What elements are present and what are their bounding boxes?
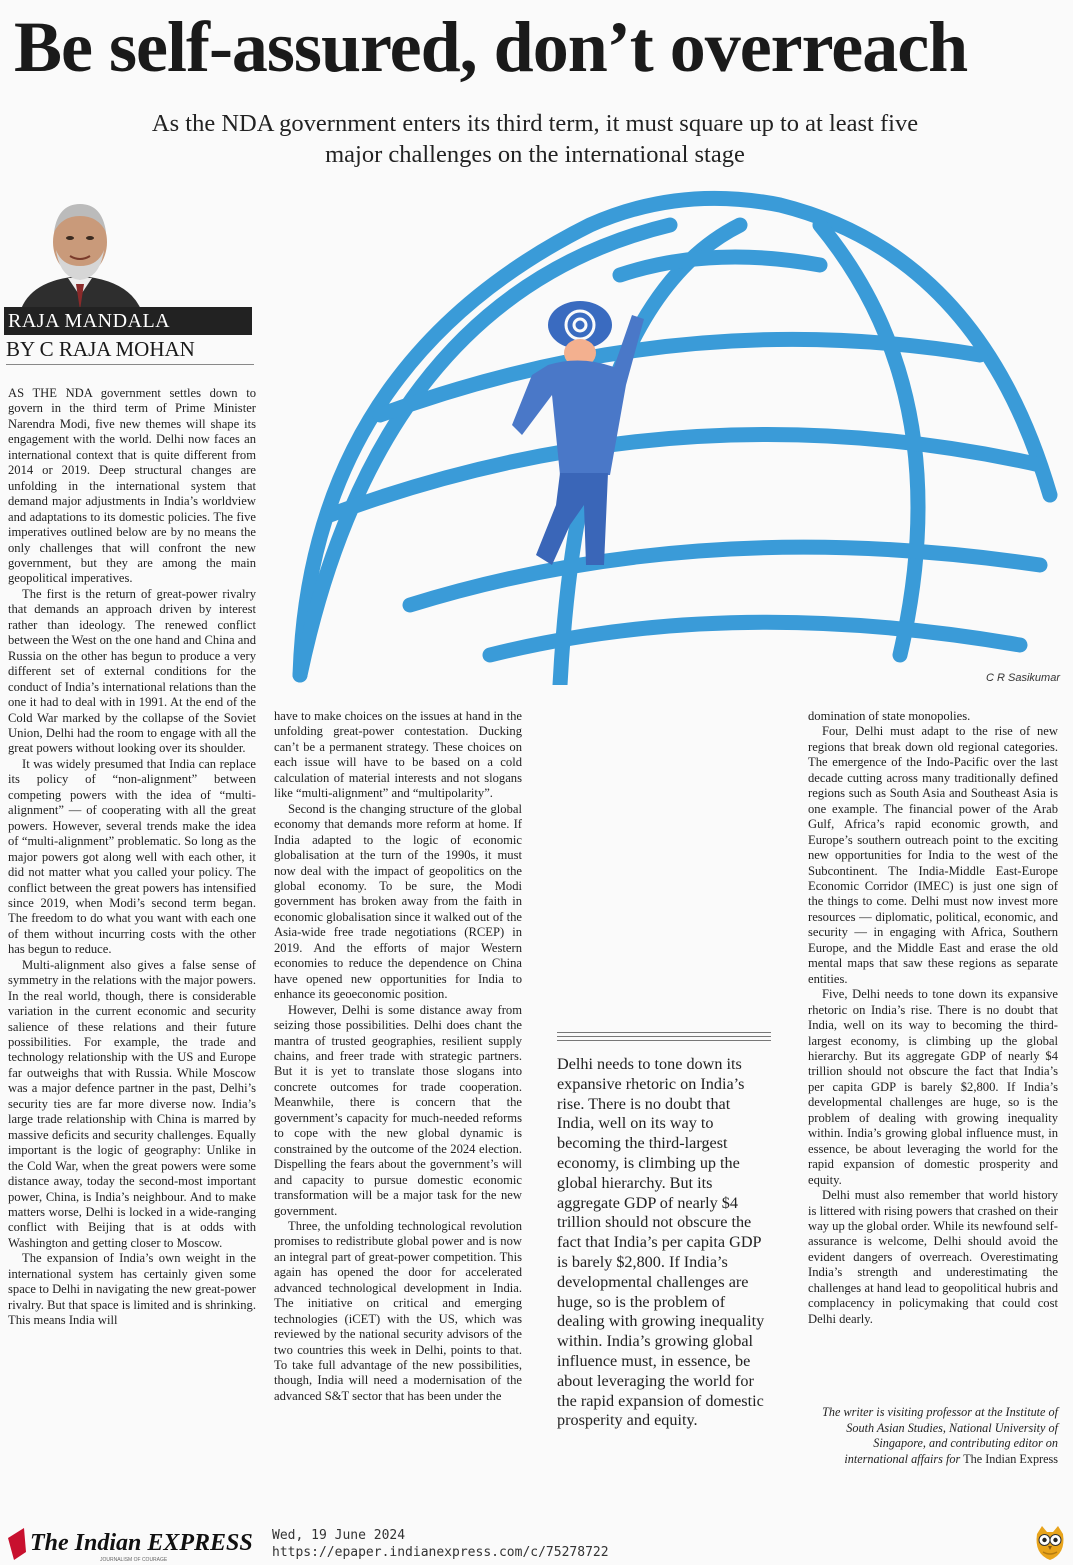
- paragraph: The expansion of India’s own weight in the international system has certainly given some space to Delhi in navigating the new great-power rivalry. But that space is limited and is shrinking. This means India will: [8, 1251, 256, 1328]
- article-column-1: [8, 386, 256, 1329]
- paragraph: Delhi must also remember that world history is littered with rising powers that crashed on their way up the global order. While its newfound self-assurance is welcome, Delhi should avoid the evident dangers of overreach. Overestimating India’s strength and underestimating the challenges at hand lead to geopolitical hubris and complacency in policymaking that could cost Delhi dearly.: [808, 1188, 1058, 1326]
- author-note-publication: The Indian Express: [963, 1451, 1058, 1466]
- globe-illustration: [260, 185, 1060, 685]
- paragraph: Four, Delhi must adapt to the rise of new regions that break down old regional categories. The emergence of the Indo-Pacific over the last decade cutting across many traditionally defined regions such as South Asia and Southeast Asia is one example. The financial power of the Arab Gulf, Africa’s rapid economic growth, and Europe’s southern outreach point to the exciting new opportunities for India to the west of the Subcontinent. The India-Middle East-Europe Economic Corridor (IMEC) is just one sign of the things to come. Delhi must now invest more resources — diplomatic, political, economic, and security — in engaging with Africa, Southern Europe, and the Middle East and erase the old mental maps that saw these regions as separate entities.: [808, 724, 1058, 986]
- pullquote-rule: [557, 1032, 771, 1033]
- illustration-credit: C R Sasikumar: [986, 672, 1060, 684]
- byline: BY C RAJA MOHAN: [6, 336, 254, 365]
- edition-url[interactable]: https://epaper.indianexpress.com/c/75278722: [272, 1545, 609, 1560]
- paragraph: Second is the changing structure of the global economy that demands more reform at home. If India adapted to the logic of economic globalisation at the turn of the 1990s, it must now deal with the impact of geopolitics on the global economy. To be sure, the Modi government has broken away from the faith in economic globalisation since it walked out of the Asia-wide free trade negotiations (RCEP) in 2019. And the efforts of major Western economies to reduce the dependence on China have opened new opportunities for India to enhance its geoeconomic position.: [274, 801, 522, 1002]
- author-note: [808, 1405, 1058, 1467]
- paragraph: However, Delhi is some distance away from seizing those possibilities. Delhi does chant the mantra of trusted geographies, resilient supply chains, and freer trade with strategic partners. But it is yet to translate those slogans into concrete outcomes for trade cooperation. Meanwhile, there is concern that the government’s capacity for much-needed reforms to cope with the new global dynamic is constrained by the outcome of the 2024 election. Dispelling the fears about the government’s will and capacity to pursue domestic economic transformation will be a major task for the new government.: [274, 1002, 522, 1218]
- pullquote: Delhi needs to tone down its expansive rhetoric on India’s rise. There is no doubt that India, well on its way to becoming the third-largest economy, is climbing up the global hierarchy. But its aggregate GDP of nearly $4 trillion should not obscure the fact that India’s per capita GDP is barely $2,800. If India’s developmental challenges are huge, so is the problem of dealing with growing inequality within. India’s growing global influence must, in essence, be about leveraging the world for the rapid expansion of domestic prosperity and equity.: [557, 1055, 765, 1430]
- author-portrait: [10, 192, 150, 312]
- owl-mascot-icon: [1034, 1524, 1066, 1562]
- logo-text: The Indian EXPRESS: [30, 1530, 253, 1556]
- headline: Be self-assured, don’t overreach: [14, 7, 968, 87]
- article-column-2: [274, 709, 522, 1404]
- paragraph: have to make choices on the issues at hand in the unfolding great-power contestation. Ducking can’t be a permanent strategy. These choices on each issue will have to be based on a cold calculation of material interests and not slogans like “multi-alignment” and “multipolarity”.: [274, 709, 522, 801]
- paragraph: Five, Delhi needs to tone down its expansive rhetoric on India’s rise. There is no doubt that India, well on its way to becoming the third-largest economy, is climbing up the global hierarchy. But its aggregate GDP of nearly $4 trillion should not obscure the fact that India’s per capita GDP is barely $2,800. If India’s developmental challenges are huge, so is the problem of dealing with growing inequality within. India’s growing global influence must, in essence, be about leveraging the world for the rapid expansion of domestic prosperity and equity.: [808, 987, 1058, 1187]
- pullquote-box: [557, 1032, 771, 1431]
- deck: As the NDA government enters its third term, it must square up to at least five major challenges on the international stage: [151, 110, 919, 168]
- paragraph: AS THE NDA government settles down to govern in the third term of Prime Minister Narendra Modi, five new themes will shape its engagement with the world. Delhi now faces an international context that is quite different from 2014 or 2019. Deep structural changes are unfolding in the international system that demand major adjustments in India’s worldview and adaptations to its domestic policies. The five imperatives outlined below are by no means the only challenges that will confront the new government, but they are among the main geopolitical imperatives.: [8, 386, 256, 586]
- column-name: RAJA MANDALA: [4, 307, 252, 335]
- article-column-3: [808, 709, 1058, 1327]
- author-note-text: The writer is visiting professor at the Institute of South Asian Studies, National University of Singapore, and contributing editor on international affairs for: [822, 1405, 1058, 1466]
- pullquote-rule: [557, 1036, 771, 1037]
- edition-date: Wed, 19 June 2024: [272, 1528, 406, 1543]
- paragraph: Three, the unfolding technological revolution promises to redistribute global power and is now an integral part of great-power competition. This again has opened the door for accelerated advanced technological development in India. The initiative on critical and emerging technologies (iCET) with the US, which was reviewed by the national security advisors of the two countries this week in Delhi, points to that. To take full advantage of the new possibilities, though, India will need a modernisation of the advanced S&T sector that has been under the: [274, 1218, 522, 1403]
- paragraph: It was widely presumed that India can replace its policy of “non-alignment” between competing powers with the idea of “multi-alignment” — of cooperating with all the great powers. However, several trends make the idea of “multi-alignment” problematic. So long as the major powers got along well with each other, it did not matter what you called your policy. The conflict between the great powers has intensified since 2019, when Modi’s second term began. The freedom to do what you want with each one of them without incurring costs with the other has begun to reduce.: [8, 756, 256, 957]
- logo-tagline: JOURNALISM OF COURAGE: [100, 1557, 168, 1563]
- pullquote-rule: [557, 1040, 771, 1041]
- indian-express-logo[interactable]: [4, 1524, 264, 1564]
- paragraph: Multi-alignment also gives a false sense of symmetry in the relations with the major powers. In the real world, though, there is considerable variation in the current economic and security salience of these relations and their future possibilities. For example, the trade and technology relationship with the US and Europe far outweighs that with Russia. While Moscow was a major defence partner in the past, Delhi’s security ties are far more diverse now. India’s large trade relationship with China is marred by massive deficits and security challenges. Equally important is the logic of geography: Unlike in the Cold War, when the great powers were some distance away, today the second-most important power, China, is India’s neighbour. And to make matters worse, Delhi is locked in a wide-ranging conflict with Beijing that is at odds with Washington and getting closer to Moscow.: [8, 957, 256, 1250]
- paragraph: domination of state monopolies.: [808, 709, 971, 723]
- paragraph: The first is the return of great-power rivalry that demands an approach driven by interest rather than ideology. The renewed conflict between the West on the one hand and China and Russia on the other has begun to produce a very different set of external conditions for the conduct of India’s international relations than the one it had to deal with in 1991. At the end of the Cold War marked by the collapse of the Soviet Union, Delhi had the room to engage with all the great powers without looking over its shoulder.: [8, 586, 256, 756]
